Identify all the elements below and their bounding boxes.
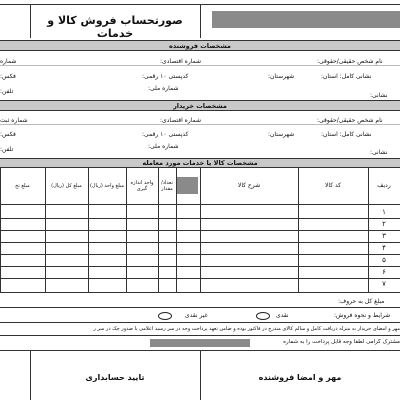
col-header-row: ردیف bbox=[377, 182, 391, 189]
buyer-phone-label: تلفن: bbox=[0, 146, 14, 153]
redacted-column-header bbox=[177, 177, 198, 194]
buyer-reg-no-label: شماره ثبت bbox=[0, 117, 28, 124]
seller-fax-label: فکس: bbox=[0, 73, 16, 80]
seller-postal-label: کدپستی ۱۰ رقمی: bbox=[142, 73, 189, 80]
seller-address-label: نشانی کامل: استان: bbox=[321, 73, 372, 80]
items-section-title: مشخصات کالا یا خدمات مورد معامله bbox=[142, 159, 258, 167]
table-row-number: ۶ bbox=[382, 268, 386, 276]
payment-account-note: مشترک گرامی لطفا وجه قابل پرداخت را به شماره bbox=[283, 339, 400, 345]
seller-economic-no-label: شماره اقتصادی: bbox=[160, 58, 202, 65]
non-cash-option-label: غیر نقدی bbox=[185, 312, 208, 319]
table-row-number: ۱ bbox=[382, 208, 386, 216]
redacted-account-number bbox=[150, 339, 250, 347]
seller-city-label: شهرستان: bbox=[268, 73, 295, 80]
table-row-number: ۲ bbox=[382, 220, 386, 228]
accounting-approval-label: تایید حسابداری bbox=[85, 373, 145, 382]
buyer-fax-label: فکس: bbox=[0, 131, 16, 138]
buyer-city-label: شهرستان: bbox=[268, 131, 295, 138]
total-in-words-label: مبلغ کل به حروف: bbox=[338, 298, 385, 305]
col-header-code: کد کالا bbox=[324, 182, 342, 189]
redacted-company-logo bbox=[212, 11, 400, 28]
seller-reg-no-label: شماره bbox=[0, 58, 17, 65]
buyer-address2-label: نشانی: bbox=[370, 149, 388, 156]
buyer-section-header bbox=[0, 100, 400, 111]
col-header-discount: مبلغ تخ bbox=[15, 183, 30, 189]
seller-section-title: مشخصات فروشنده bbox=[169, 41, 231, 50]
col-header-description: شرح کالا bbox=[237, 182, 261, 189]
buyer-economic-no-label: شماره اقتصادی: bbox=[160, 117, 202, 124]
buyer-signature-note: مهر و امضای خریدار به منزله دریافت کامل و سالم کالای مندرج در فاکتور بوده و ضامن تعهد پرداخت وجه در سر رسید اعلامی یا صدور چک در سر ر bbox=[93, 326, 400, 332]
page-title: صورتحساب فروش کالا و خدمات bbox=[47, 14, 183, 40]
col-header-unit: واحد اندازه گیری bbox=[130, 180, 154, 192]
table-row-number: ۵ bbox=[382, 256, 386, 264]
cash-radio[interactable] bbox=[256, 312, 270, 320]
col-header-unit-price: مبلغ واحد (ریال) bbox=[89, 183, 125, 189]
seller-address2-label: نشانی: bbox=[370, 92, 388, 99]
payment-terms-label: شرایط و نحوه فروش: bbox=[334, 312, 391, 319]
cash-option-label: نقدی bbox=[276, 312, 289, 319]
non-cash-radio[interactable] bbox=[158, 312, 172, 320]
header-left-divider bbox=[30, 4, 31, 38]
seller-section-header bbox=[0, 40, 400, 51]
col-header-quantity: تعداد/مقدار bbox=[161, 180, 173, 192]
seller-national-no-label: شماره ملی: bbox=[148, 85, 179, 92]
buyer-address-label: نشانی کامل: استان: bbox=[321, 131, 372, 138]
buyer-postal-label: کدپستی ۱۰ رقمی: bbox=[142, 131, 189, 138]
table-row-number: ۴ bbox=[382, 244, 386, 252]
table-row-number: ۳ bbox=[382, 232, 386, 240]
seller-name-label: نام شخص حقیقی/حقوقی: bbox=[317, 58, 383, 65]
table-row-number: ۷ bbox=[382, 280, 386, 288]
buyer-section-title: مشخصات خریدار bbox=[173, 101, 227, 110]
header-mid-divider bbox=[200, 4, 201, 38]
col-header-total: مبلغ کل (ریال) bbox=[51, 183, 82, 189]
items-section-header bbox=[0, 158, 400, 168]
buyer-name-label: نام شخص حقیقی/حقوقی: bbox=[317, 117, 383, 124]
seller-phone-label: تلفن: bbox=[0, 88, 14, 95]
buyer-national-no-label: شماره ملی: bbox=[148, 143, 179, 150]
seller-signature-label: مهر و امضا فروشنده bbox=[258, 373, 342, 382]
